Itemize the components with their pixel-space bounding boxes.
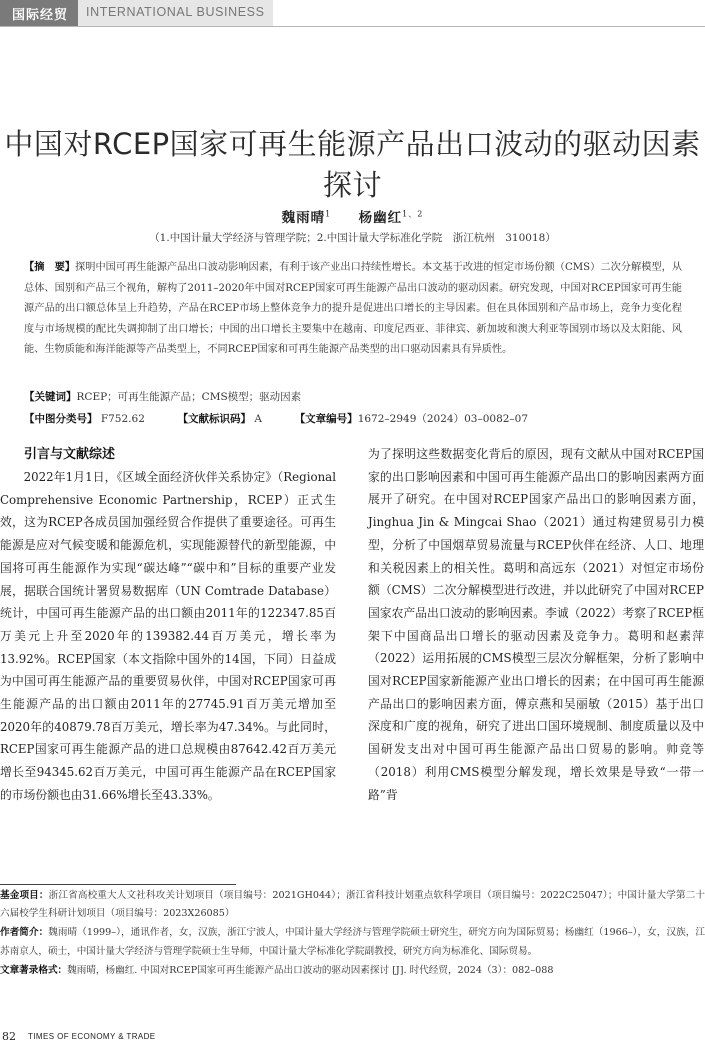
page-number: 82 <box>2 1030 16 1043</box>
fund-note <box>0 887 705 923</box>
author-name: 杨幽红 <box>358 210 403 226</box>
author-bio-label: 作者简介： <box>0 927 49 939</box>
citation-text: 魏雨晴，杨幽红. 中国对RCEP国家可再生能源产品出口波动的驱动因素探讨 [J]. 时代经贸，2024（3）：082–088 <box>67 964 554 976</box>
section-tag: 国际经贸 <box>0 0 78 26</box>
author-note <box>0 924 705 960</box>
author-superscript: 1、2 <box>402 209 424 219</box>
abstract-text: 探明中国可再生能源产品出口波动影响因素，有利于该产业出口持续性增长。本文基于改进的恒定市场份额（CMS）二次分解模型，从总体、国别和产品三个视角，解构了2011–2020年中国对RCEP国家可再生能源产品出口波动的驱动因素。研究发现，中国对RCEP国家可再生能源产品的出口额总体呈上升趋势，产品在RCEP市场上整体竞争力的提升是促进出口增长的主导因素。但在具体国别和产品市场上，竞争力变化程度与市场规模的配比失调抑制了出口增长；中国的出口增长主要集中在越南、印度尼西亚、菲律宾、新加坡和澳大利亚等国别市场以及太阳能、风能、生物质能和海洋能源等产品类型上，不同RCEP国家和可再生能源产品类型的出口驱动因素具有异质性。 <box>24 262 683 356</box>
abstract-label: 【摘 要】 <box>24 262 76 273</box>
header-band <box>0 0 273 26</box>
author-name: 魏雨晴 <box>281 210 326 226</box>
fund-text: 浙江省高校重大人文社科攻关计划项目（项目编号：2021GH044）；浙江省科技计划重点软科学项目（项目编号：2022C25047）；中国计量大学第二十六届校学生科研计划项目（项目编号：2023X26085） <box>0 890 705 920</box>
article-title: 中国对RCEP国家可再生能源产品出口波动的驱动因素探讨 <box>4 127 701 202</box>
keywords-label: 【关键词】 <box>24 391 77 403</box>
author-bio-text: 魏雨晴（1999–），通讯作者，女，汉族，浙江宁波人，中国计量大学经济与管理学院硕士研究生，研究方向为国际贸易；杨幽红（1966–），女，汉族，江苏南京人，硕士，中国计量大学经济与管理学院硕士生导师，中国计量大学标准化学院副教授，研究方向为标准化、国际贸易。 <box>0 927 705 957</box>
citation-label: 文章著录格式： <box>0 964 68 976</box>
section-tag-english: INTERNATIONAL BUSINESS <box>78 0 273 26</box>
article-number-value: 1672–2949（2024）03–0082–07 <box>357 413 529 425</box>
clc-value: F752.62 <box>100 413 145 425</box>
document-code-value: A <box>254 413 262 425</box>
author-line <box>0 206 705 226</box>
author-affiliation: （1.中国计量大学经济与管理学院；2.中国计量大学标准化学院 浙江杭州 310018） <box>149 232 556 244</box>
keywords <box>24 389 682 404</box>
footnote-rule <box>0 884 236 885</box>
fund-label: 基金项目： <box>0 890 49 901</box>
clc-label: 【中图分类号】 <box>24 413 98 425</box>
keywords-text: RCEP；可再生能源产品；CMS模型；驱动因素 <box>76 391 302 403</box>
body-paragraph: 为了探明这些数据变化背后的原因，现有文献从中国对RCEP国家的出口影响因素和中国可再生能源产品出口的影响因素两方面展开了研究。在中国对RCEP国家产品出口的影响因素方面，Jinghua Jin & Mingcai Shao（2021）通过构建贸易引力模型，分析了中国烟草贸易流量与RCEP伙伴在经济、人口、地理和关税因素上的相关性。葛明和高远东（2021）对恒定市场份额（CMS）二次分解模型进行改进，并以此研究了中国对RCEP国家农产品出口波动的影响因素。李诚（2022）考察了RCEP框架下中国商品出口增长的驱动因素及竞争力。葛明和赵素萍（2022）运用拓展的CMS模型三层次分解框架，分析了影响中国对RCEP国家新能源产业出口增长的因素；在中国可再生能源产品出口的影响因素方面，傅京燕和吴丽敏（2015）基于出口深度和广度的视角，研究了进出口国环境规制、制度质量以及中国研发支出对中国可再生能源产品出口贸易的影响。帅竞等（2018）利用CMS模型分解发现，增长效果是导致“一带一路”背 <box>368 447 704 802</box>
journal-name: TIMES OF ECONOMY & TRADE <box>28 1032 156 1041</box>
body-column-right <box>368 443 704 806</box>
header-rule <box>0 26 705 27</box>
classification-line <box>24 411 682 426</box>
article-number-label: 【文章编号】 <box>294 413 358 425</box>
citation-note <box>0 962 705 980</box>
body-paragraph: 2022年1月1日，《区域全面经济伙伴关系协定》（Regional Comprehensive Economic Partnership，RCEP）正式生效，这为RCEP各成员国加强经贸合作提供了重要途径。可再生能源是应对气候变暖和能源危机，实现能源替代的新型能源，中国将可再生能源作为实现“碳达峰”“碳中和”目标的重要产业发展，据联合国统计署贸易数据库（UN Comtrade Database）统计，中国可再生能源产品的出口额由2011年的122347.85百万美元上升至2020年的139382.44百万美元，增长率为13.92%。RCEP国家（本文指除中国外的14国，下同）日益成为中国可再生能源产品的重要贸易伙伴，中国对RCEP国家可再生能源产品的出口额由2011年的27745.91百万美元增加至2020年的40879.78百万美元，增长率为47.34%。与此同时，RCEP国家可再生能源产品的进口总规模由87642.42百万美元增长至94345.62百万美元，中国可再生能源产品在RCEP国家的市场份额也由31.66%增长至43.33%。 <box>0 470 336 802</box>
section-heading: 引言与文献综述 <box>24 447 116 462</box>
document-code-label: 【文献标识码】 <box>177 413 252 425</box>
abstract <box>24 258 682 361</box>
body-column-left <box>0 443 336 807</box>
author-superscript: 1 <box>325 209 332 219</box>
footnotes <box>0 887 705 981</box>
